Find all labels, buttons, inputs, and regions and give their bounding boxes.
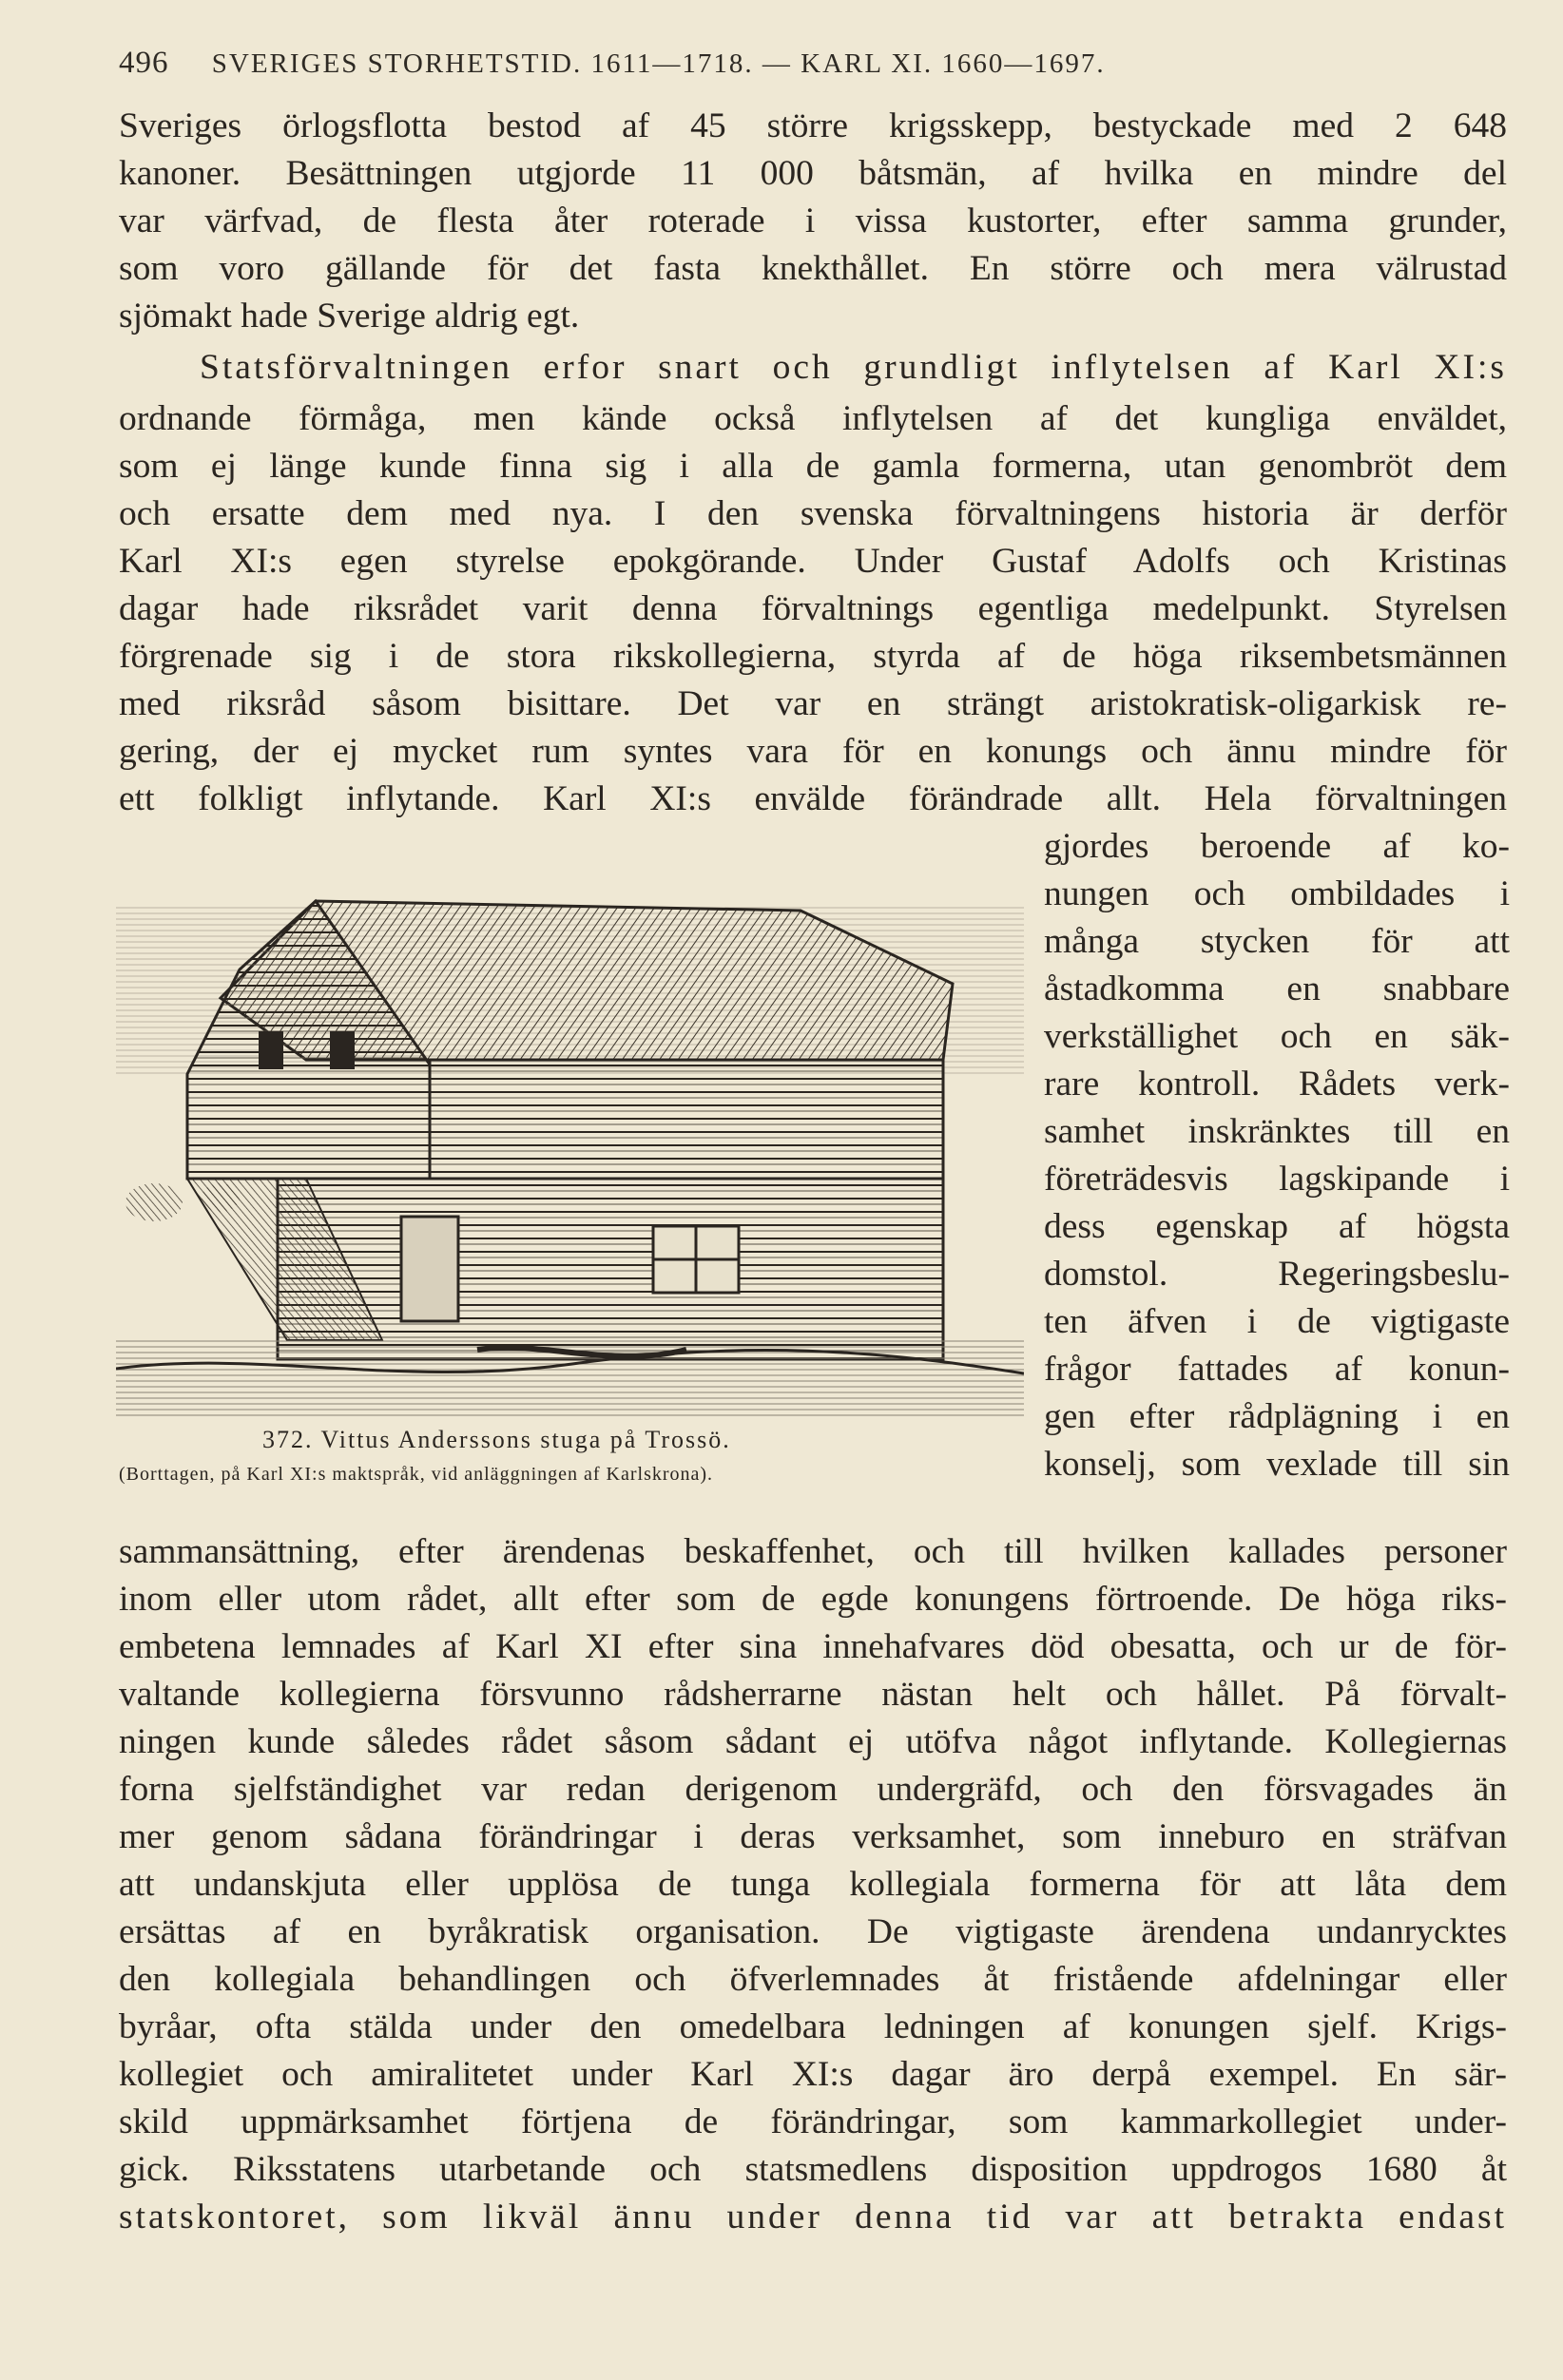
text-line: Sveriges örlogsflotta bestod af 45 större krigsskepp, bestyckade med 2 648 — [119, 106, 1507, 145]
house-illustration — [116, 893, 1024, 1426]
text-line: med riksråd såsom bisittare. Det var en strängt aristokratisk-oligarkisk re- — [119, 684, 1507, 723]
text-line: förgrenade sig i de stora rikskollegierna, styrda af de höga riksembetsmännen — [119, 637, 1507, 676]
text-line: samhet inskränktes till en — [1044, 1112, 1510, 1151]
text-line: kollegiet och amiralitetet under Karl XI:s dagar äro derpå exempel. En sär- — [119, 2055, 1507, 2094]
text-line: gick. Riksstatens utarbetande och statsmedlens disposition uppdrogos 1680 åt — [119, 2150, 1507, 2189]
text-line: frågor fattades af konun- — [1044, 1350, 1510, 1389]
text-line: åstadkomma en snabbare — [1044, 969, 1510, 1008]
text-line: som ej länge kunde finna sig i alla de gamla formerna, utan genombröt dem — [119, 447, 1507, 486]
text-line: ordnande förmåga, men kände också inflytelsen af det kungliga enväldet, — [119, 399, 1507, 438]
text-line: Statsförvaltningen erfor snart och grundligt inflytelsen af Karl XI:s — [200, 348, 1507, 387]
text-line: valtande kollegierna försvunno rådsherrarne nästan helt och hållet. På förvalt- — [119, 1675, 1507, 1714]
text-line: konselj, som vexlade till sin — [1044, 1445, 1510, 1484]
text-line: ett folkligt inflytande. Karl XI:s envälde förändrade allt. Hela förvaltningen — [119, 779, 1507, 818]
text-line: den kollegiala behandlingen och öfverlemnades åt fristående afdelningar eller — [119, 1960, 1507, 1999]
text-line: kanoner. Besättningen utgjorde 11 000 båtsmän, af hvilka en mindre del — [119, 154, 1507, 193]
text-line: gering, der ej mycket rum syntes vara för en konungs och ännu mindre för — [119, 732, 1507, 771]
text-line: gen efter rådplägning i en — [1044, 1397, 1510, 1436]
text-line: skild uppmärksamhet förtjena de förändringar, som kammarkollegiet under- — [119, 2102, 1507, 2141]
text-line: sjömakt hade Sverige aldrig egt. — [119, 297, 580, 336]
text-line: många stycken för att — [1044, 922, 1510, 961]
text-line: och ersatte dem med nya. I den svenska förvaltningens historia är derför — [119, 494, 1507, 533]
text-line: företrädesvis lagskipande i — [1044, 1160, 1510, 1199]
text-line: nungen och ombildades i — [1044, 874, 1510, 913]
text-line: statskontoret, som likväl ännu under denna tid var att betrakta endast — [119, 2198, 1507, 2236]
cottage-engraving-image — [116, 893, 1024, 1426]
text-line: verkställighet och en säk- — [1044, 1017, 1510, 1056]
text-line: embetena lemnades af Karl XI efter sina innehafvares död obesatta, och ur de för- — [119, 1627, 1507, 1666]
page-number: 496 — [119, 46, 169, 80]
text-line: byråar, ofta stälda under den omedelbara ledningen af konungen sjelf. Krigs- — [119, 2007, 1507, 2046]
text-line: Karl XI:s egen styrelse epokgörande. Under Gustaf Adolfs och Kristinas — [119, 542, 1507, 581]
text-line: rare kontroll. Rådets verk- — [1044, 1065, 1510, 1104]
text-line: domstol. Regeringsbeslu- — [1044, 1255, 1510, 1294]
text-line: gjordes beroende af ko- — [1044, 827, 1510, 866]
text-line: inom eller utom rådet, allt efter som de egde konungens förtroende. De höga riks- — [119, 1580, 1507, 1619]
running-header — [119, 46, 1501, 81]
figure-caption-title: 372. Vittus Anderssons stuga på Trossö. — [262, 1426, 731, 1453]
text-line: dess egenskap af högsta — [1044, 1207, 1510, 1246]
text-line: var värfvad, de flesta åter roterade i vissa kustorter, efter samma grunder, — [119, 202, 1507, 240]
running-title: SVERIGES STORHETSTID. 1611—1718. — KARL XI. 1660—1697. — [211, 48, 1106, 79]
text-line: som voro gällande för det fasta knekthållet. En större och mera välrustad — [119, 249, 1507, 288]
text-line: att undanskjuta eller upplösa de tunga kollegiala formerna för att låta dem — [119, 1865, 1507, 1904]
text-line: sammansättning, efter ärendenas beskaffenhet, och till hvilken kallades personer — [119, 1532, 1507, 1571]
text-line: ten äfven i de vigtigaste — [1044, 1302, 1510, 1341]
figure-caption-note: (Borttagen, på Karl XI:s maktspråk, vid anläggningen af Karlskrona). — [119, 1464, 714, 1485]
text-line: ningen kunde således rådet såsom sådant ej utöfva något inflytande. Kollegiernas — [119, 1722, 1507, 1761]
text-line: dagar hade riksrådet varit denna förvaltnings egentliga medelpunkt. Styrelsen — [119, 589, 1507, 628]
text-line: forna sjelfständighet var redan derigenom undergräfd, och den försvagades än — [119, 1770, 1507, 1809]
text-line: mer genom sådana förändringar i deras verksamhet, som inneburo en sträfvan — [119, 1817, 1507, 1856]
text-line: ersättas af en byråkratisk organisation. De vigtigaste ärendena undanrycktes — [119, 1912, 1507, 1951]
